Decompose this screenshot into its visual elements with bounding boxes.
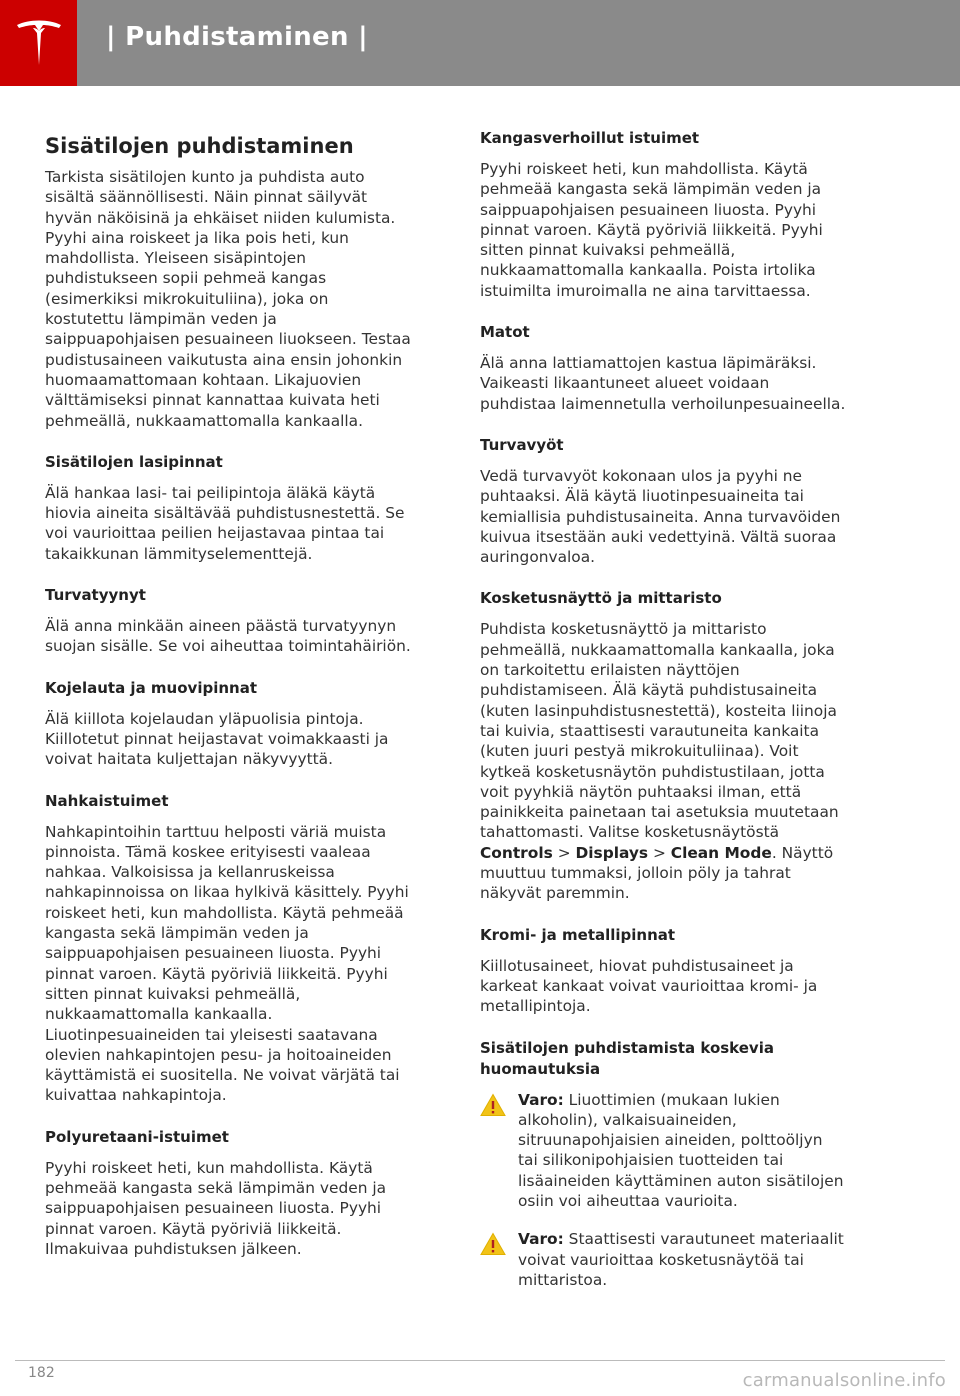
text-line: pehmeää kangasta sekä lämpimän veden ja [480, 180, 822, 199]
text-line: Pyyhi aina roiskeet ja lika pois heti, kun [45, 228, 349, 247]
text-line: puhtaaksi. Älä käytä liuotinpesuaineita tai [480, 487, 804, 506]
text-line: hiovia aineita sisältävää puhdistusnestettä. Se [45, 504, 405, 523]
section-heading: Polyuretaani-istuimet [45, 1127, 229, 1146]
warning-note [480, 1229, 880, 1290]
text-line: tai silikonipohjaisien tuotteiden tai [518, 1151, 784, 1170]
text-line: tahattomasti. Valitse kosketusnäytöstä [480, 823, 780, 842]
section-body [480, 353, 880, 414]
text-line: on tarkoitettu erilaisten näyttöjen [480, 661, 740, 680]
section-chrome [480, 925, 880, 1017]
text-line: pinnat varoen. Käytä pyöriviä liikkeitä. Pyyhi [480, 220, 823, 239]
section-body [480, 159, 880, 301]
text-line: puhdistamiseen. Älä käytä puhdistusaineita [480, 681, 818, 700]
section-body [480, 466, 880, 567]
text-line: voi vaurioittaa peilien heijastavaa pintaa tai [45, 524, 385, 543]
text-line: (esimerkiksi mikrokuituliina), joka on [45, 289, 329, 308]
text-line: kangasta sekä lämpimän veden ja [45, 924, 309, 943]
menu-displays: Displays [575, 843, 649, 862]
section-heading: Matot [480, 323, 530, 342]
section-glass [45, 452, 440, 564]
text-line: istuimilta imuroimalla ne aina tarvittaessa. [480, 281, 811, 300]
section-mats [480, 322, 880, 414]
text-line: auringonvaloa. [480, 548, 596, 567]
section-body [45, 822, 440, 1106]
text-line: voivat vaurioittaa kosketusnäytöä tai [518, 1250, 804, 1269]
text-line: sitruunapohjaisien aineiden, polttoöljyn [518, 1131, 823, 1150]
text-line: sitten pinnat kuivaksi pehmeällä, [480, 241, 736, 260]
text-line: Älä anna lattiamattojen kastua läpimäräksi. [480, 354, 817, 373]
text-line: pinnoista. Tämä koskee erityisesti vaaleaa [45, 842, 371, 861]
section-polyurethane-seats [45, 1127, 440, 1259]
warning-label: Varo: [518, 1090, 564, 1109]
warning-note [480, 1090, 880, 1212]
section-heading: Turvatyynyt [45, 586, 146, 605]
text-line: takaikkunan lämmityselementtejä. [45, 544, 313, 563]
text-line: pehmeällä, nukkaamattomalla kankaalla. [45, 411, 363, 430]
text-line: kostutettu lämpimän veden ja [45, 310, 277, 329]
text-line: Älä anna minkään aineen päästä turvatyynyn [45, 617, 397, 636]
section-heading: Kromi- ja metallipinnat [480, 925, 676, 944]
menu-separator: > [648, 843, 671, 862]
section-body [480, 956, 880, 1017]
text-line: pudistusaineen vaikutusta aina ensin johonkin [45, 350, 403, 369]
text-line: saippuapohjaisen pesuaineen liuokseen. Testaa [45, 330, 411, 349]
intro-paragraph [45, 167, 440, 431]
text-line: Älä hankaa lasi- tai peilipintoja äläkä käytä [45, 483, 376, 502]
text-line: Pyyhi roiskeet heti, kun mahdollista. Käytä [45, 1158, 373, 1177]
text-line: hyvän näköisinä ja ehkäiset niiden kulumista. [45, 208, 396, 227]
text-line: kuivua itsestään auki vedettyinä. Vältä suoraa [480, 527, 837, 546]
section-body [480, 619, 880, 903]
text-line: kytkeä kosketusnäytön puhdistustilaan, jotta [480, 762, 825, 781]
warning-line [518, 1090, 880, 1110]
text-line: (kuten lasinpuhdistusnestettä), kosteita liinoja [480, 701, 837, 720]
tesla-logo-icon [13, 17, 65, 69]
warning-first: Liuottimien (mukaan lukien [563, 1090, 780, 1109]
section-heading [480, 1038, 880, 1080]
menu-separator: > [552, 843, 576, 862]
text-line: nukkaamattomalla kankaalla. [45, 1005, 273, 1024]
text-line: nahkapinnoissa on likaa hylkivä käsittely. Pyyhi [45, 883, 409, 902]
section-heading: Nahkaistuimet [45, 791, 169, 810]
text-line: nukkaamattomalla kankaalla. Poista irtolika [480, 261, 816, 280]
heading-line: Sisätilojen puhdistamista koskevia [480, 1038, 774, 1057]
text-line: Kiillotusaineet, hiovat puhdistusaineet ja [480, 956, 794, 975]
warning-triangle-icon [480, 1232, 506, 1256]
text-line: karkeat kankaat voivat vaurioittaa kromi- ja [480, 976, 818, 995]
text-line: lisäaineiden käyttäminen auton sisätilojen [518, 1171, 844, 1190]
section-notes [480, 1038, 880, 1291]
text-line: sitten pinnat kuivaksi pehmeällä, [45, 984, 301, 1003]
warning-triangle-icon [480, 1093, 506, 1117]
warning-first: Staattisesti varautuneet materiaalit [563, 1230, 844, 1249]
section-dashboard [45, 678, 440, 770]
text-line: alkoholin), valkaisuaineiden, [518, 1110, 737, 1129]
section-leather-seats [45, 791, 440, 1106]
text-line: muuttuu tummaksi, jolloin pöly ja tahrat [480, 864, 791, 883]
text-line: kemiallisia puhdistusaineita. Anna turvavöiden [480, 507, 841, 526]
text-line: Kiillotetut pinnat heijastavat voimakkaasti ja [45, 729, 389, 748]
menu-path-line [480, 843, 880, 863]
text-line: näkyvät paremmin. [480, 884, 630, 903]
text-line: Puhdista kosketusnäyttö ja mittaristo [480, 620, 767, 639]
text-line: pehmeää kangasta sekä lämpimän veden ja [45, 1178, 387, 1197]
section-heading: Turvavyöt [480, 435, 564, 454]
text-line: Vedä turvavyöt kokonaan ulos ja pyyhi ne [480, 466, 803, 485]
text-line: huomaamattomaan kohtaan. Likajuovien [45, 370, 362, 389]
text-line: Ilmakuivaa puhdistuksen jälkeen. [45, 1239, 302, 1258]
text-line: olevien nahkapintojen pesu- ja hoitoaineiden [45, 1045, 392, 1064]
text-line: Nahkapintoihin tarttuu helposti väriä muista [45, 822, 387, 841]
text-line: Älä kiillota kojelaudan yläpuolisia pintoja. [45, 709, 364, 728]
section-body [45, 1158, 440, 1259]
section-heading: Kosketusnäyttö ja mittaristo [480, 589, 722, 608]
text-line: suojan sisälle. Se voi aiheuttaa toimintahäiriön. [45, 637, 411, 656]
brand-logo [0, 0, 77, 86]
page-number: 182 [28, 1365, 55, 1381]
text-line: mittaristoa. [518, 1270, 608, 1289]
text-line: sisältä säännöllisesti. Näin pinnat säilyvät [45, 188, 368, 207]
text-line: Vaikeasti likaantuneet alueet voidaan [480, 374, 770, 393]
section-title: | Puhdistaminen | [106, 22, 368, 52]
section-touchscreen [480, 588, 880, 903]
left-column [45, 128, 440, 1259]
menu-clean-mode: Clean Mode [670, 843, 772, 862]
text-line: tai kuivia, staattisesti varautuneita kankaita [480, 721, 820, 740]
text-line: mahdollista. Yleiseen sisäpintojen [45, 249, 306, 268]
page-heading: Sisätilojen puhdistaminen [45, 134, 354, 158]
text-line: metallipintoja. [480, 997, 591, 1016]
text-line: voivat haitata kuljettajan näkyvyyttä. [45, 750, 333, 769]
text-line: saippuapohjaisen pesuaineen liuosta. Pyyhi [45, 944, 382, 963]
text-line: pinnat varoen. Käytä pyöriviä liikkeitä. [45, 1219, 342, 1238]
text-line: Liuotinpesuaineiden tai yleisesti saatavana [45, 1025, 378, 1044]
text-line: puhdistukseen sopii pehmeä kangas [45, 269, 327, 288]
text-line: voit pyyhkiä näytön puhtaaksi ilman, että [480, 782, 802, 801]
footer-divider [15, 1360, 945, 1361]
text-line: nahkaa. Valkoisissa ja kellanruskeissa [45, 863, 335, 882]
text-line: pehmeällä, nukkaamattomalla kankaalla, joka [480, 640, 835, 659]
text-line: saippuapohjaisen pesuaineen liuosta. Pyyhi [45, 1199, 382, 1218]
section-heading: Sisätilojen lasipinnat [45, 452, 223, 471]
text-line: roiskeet heti, kun mahdollista. Käytä pehmeää [45, 903, 404, 922]
section-heading: Kojelauta ja muovipinnat [45, 678, 257, 697]
text-line: osiin voi aiheuttaa vaurioita. [518, 1191, 738, 1210]
heading-line: huomautuksia [480, 1059, 601, 1078]
text-line: puhdistaa laimennetulla verhoilunpesuaineella. [480, 394, 846, 413]
section-heading: Kangasverhoillut istuimet [480, 129, 700, 147]
text-line: Tarkista sisätilojen kunto ja puhdista auto [45, 168, 365, 186]
text-line: Pyyhi roiskeet heti, kun mahdollista. Käytä [480, 160, 808, 178]
text-line: käyttämistä ei suositella. Ne voivat värjätä tai [45, 1066, 400, 1085]
section-body [45, 616, 440, 657]
warning-label: Varo: [518, 1230, 564, 1249]
section-seatbelts [480, 435, 880, 567]
text-line: pinnat varoen. Käytä pyöriviä liikkeitä. Pyyhi [45, 964, 388, 983]
section-fabric-seats [480, 128, 880, 301]
menu-path-tail: . Näyttö [771, 843, 834, 862]
text-line: painikkeita painetaan tai asetuksia muutetaan [480, 803, 839, 822]
menu-controls: Controls [480, 843, 553, 862]
text-line: välttämiseksi pinnat kannattaa kuivata heti [45, 391, 380, 410]
text-line: saippuapohjaisen pesuaineen liuosta. Pyyhi [480, 200, 817, 219]
text-line: kuivattaa nahkapintoja. [45, 1086, 227, 1105]
section-body [45, 483, 440, 564]
watermark: carmanualsonline.info [742, 1370, 946, 1391]
section-body [45, 709, 440, 770]
text-line: (kuten juuri pestyä mikrokuituliinaa). Voit [480, 742, 799, 761]
warning-line [518, 1229, 880, 1249]
right-column [480, 128, 880, 1308]
section-airbags [45, 585, 440, 657]
